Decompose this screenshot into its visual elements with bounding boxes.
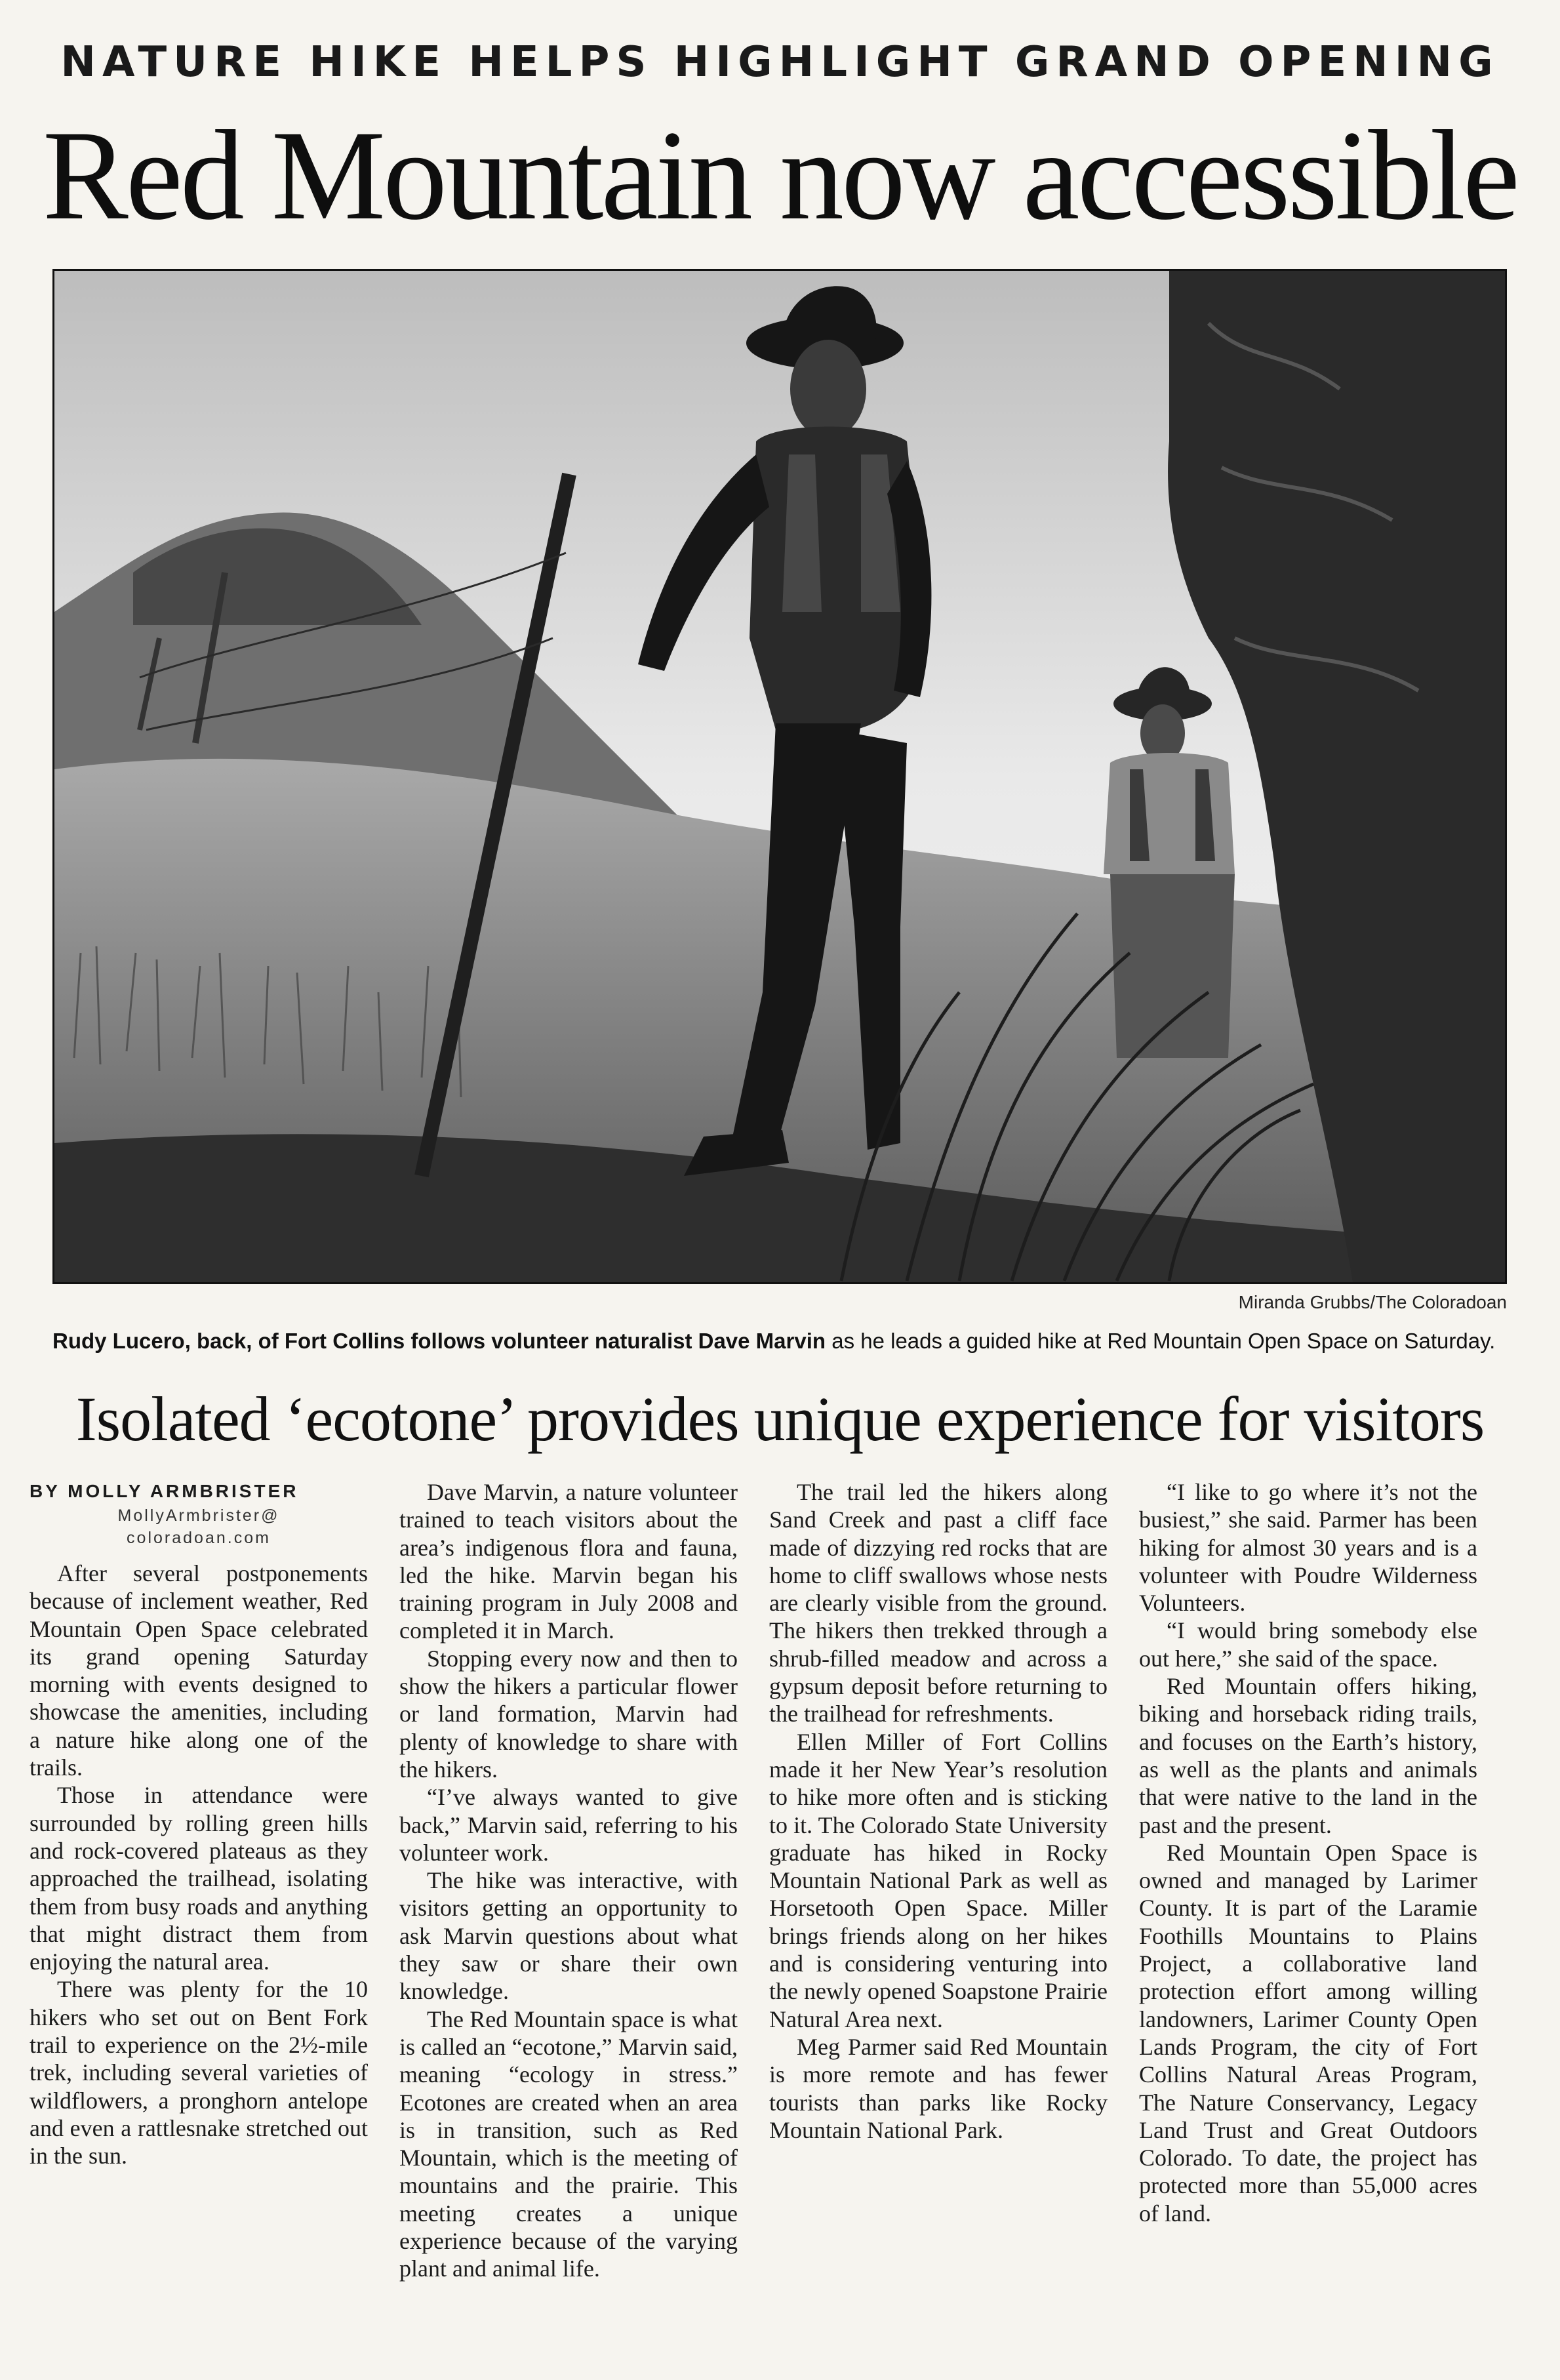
paragraph: “I’ve always wanted to give back,” Marvin said, referring to his volunteer work. [399, 1784, 738, 1866]
paragraph: Stopping every now and then to show the hikers a particular flower or land formation, Marvin had plenty of knowledge to share with the hikers. [399, 1645, 738, 1783]
kicker: NATURE HIKE HELPS HIGHLIGHT GRAND OPENING [60, 38, 1500, 87]
paragraph: Those in attendance were surrounded by rolling green hills and rock-covered plateaus as they approached the trailhead, isolating them from busy roads and anything that might distract them from enjoying the natural area. [30, 1782, 368, 1975]
headline: Red Mountain now accessible [43, 104, 1517, 247]
paragraph: After several postponements because of inclement weather, Red Mountain Open Space celebrated its grand opening Saturday morning with events designed to showcase the amenities, including a nature hike along one of the trails. [30, 1560, 368, 1781]
caption-lead: Rudy Lucero, back, of Fort Collins follows volunteer naturalist Dave Marvin [52, 1329, 826, 1353]
author-email[interactable] [30, 1504, 368, 1549]
article-body [30, 1478, 1482, 2350]
paragraph: The trail led the hikers along Sand Creek and past a cliff face made of dizzying red rocks that are home to cliff swallows whose nests are clearly visible from the ground. The hikers then trekked through a shrub-filled meadow and across a gypsum deposit before returning to the trailhead for refreshments. [769, 1479, 1108, 1727]
paragraph: Red Mountain Open Space is owned and managed by Larimer County. It is part of the Laramie Foothills Mountains to Plains Project, a collaborative land protection effort among willing landowners, Larimer County Open Lands Program, the city of Fort Collins Natural Areas Program, The Nature Conservancy, Legacy Land Trust and Great Outdoors Colorado. To date, the project has protected more than 55,000 acres of land. [1139, 1839, 1477, 2227]
byline: BY MOLLY ARMBRISTER [30, 1481, 299, 1501]
paragraph: Ellen Miller of Fort Collins made it her New Year’s resolution to hike more often and is sticking to it. The Colorado State University graduate has hiked in Rocky Mountain National Park as well as Horsetooth Open Space. Miller brings friends along on her hikes and is considering venturing into the newly opened Soapstone Prairie Natural Area next. [769, 1728, 1108, 2032]
paragraph: There was plenty for the 10 hikers who set out on Bent Fork trail to experience on the 2½-mile trek, including several varieties of wildflowers, a pronghorn antelope and even a rattlesnake stretched out in the sun. [30, 1976, 368, 2169]
photo-caption [52, 1329, 1508, 1354]
column-1 [30, 1478, 368, 2350]
photo-credit: Miranda Grubbs/The Coloradoan [1238, 1292, 1507, 1312]
paragraph: Dave Marvin, a nature volunteer trained to teach visitors about the area’s indigenous flora and fauna, led the hike. Marvin began his training program in July 2008 and completed it in March. [399, 1479, 738, 1644]
paragraph: The Red Mountain space is what is called an “ecotone,” Marvin said, meaning “ecology in stress.” Ecotones are created when an area is in transition, such as Red Mountain, which is the meeting of mountains and the prairie. This meeting creates a unique experience because of the varying plant and animal life. [399, 2006, 738, 2282]
email-line-1: MollyArmbrister@ [117, 1506, 280, 1525]
column-4 [1139, 1478, 1477, 2350]
column-3 [769, 1478, 1108, 2350]
subhead: Isolated ‘ecotone’ provides unique experience for visitors [75, 1384, 1485, 1454]
paragraph: The hike was interactive, with visitors getting an opportunity to ask Marvin questions about what they saw or share their own knowledge. [399, 1867, 738, 2005]
paragraph: Meg Parmer said Red Mountain is more remote and has fewer tourists than parks like Rocky Mountain National Park. [769, 2033, 1108, 2143]
hike-photo [52, 269, 1507, 1284]
paragraph: Red Mountain offers hiking, biking and horseback riding trails, and focuses on the Earth’s history, as well as the plants and animals that were native to the land in the past and the present. [1139, 1673, 1477, 1838]
paragraph: “I would bring somebody else out here,” she said of the space. [1139, 1617, 1477, 1672]
email-line-2: coloradoan.com [127, 1529, 271, 1547]
column-2 [399, 1478, 738, 2350]
caption-rest: as he leads a guided hike at Red Mountain Open Space on Saturday. [826, 1329, 1496, 1353]
paragraph: “I like to go where it’s not the busiest,” she said. Parmer has been hiking for almost 30 years and is a volunteer with Poudre Wilderness Volunteers. [1139, 1479, 1477, 1617]
